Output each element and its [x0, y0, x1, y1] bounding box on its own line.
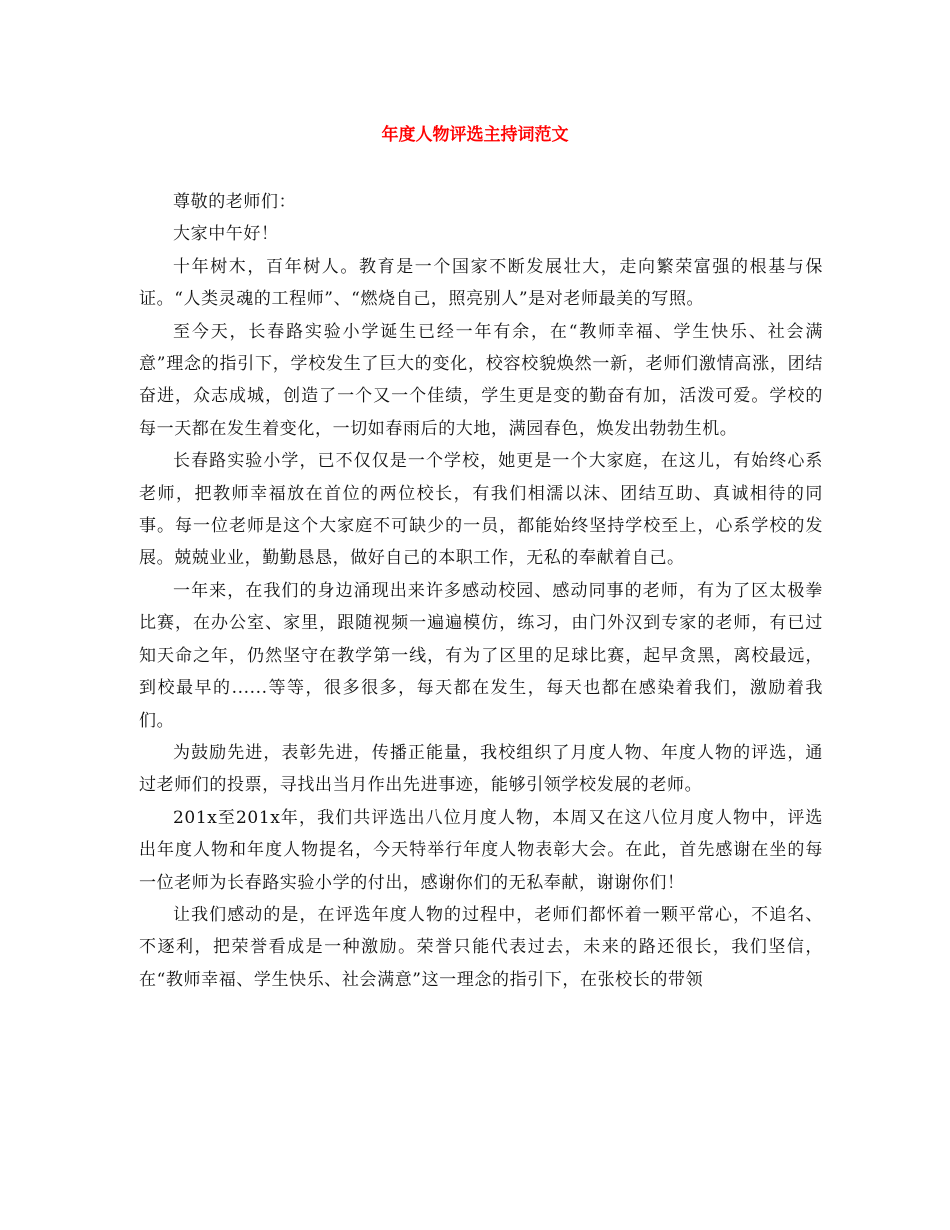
paragraph: 201x至201x年，我们共评选出八位月度人物，本周又在这八位月度人物中，评选出年度人物和年度人物提名，今天特举行年度人物表彰大会。在此，首先感谢在坐的每一位老师为长春路实验小学的付出，感谢你们的无私奉献，谢谢你们！ — [139, 807, 823, 893]
paragraph: 为鼓励先进，表彰先进，传播正能量，我校组织了月度人物、年度人物的评选，通过老师们的投票，寻找出当月作出先进事迹，能够引领学校发展的老师。 — [139, 742, 823, 796]
paragraph: 让我们感动的是，在评选年度人物的过程中，老师们都怀着一颗平常心，不追名、不逐利，把荣誉看成是一种激励。荣誉只能代表过去，未来的路还很长，我们坚信，在“教师幸福、学生快乐、社会满意”这一理念的指引下，在张校长的带领 — [139, 904, 823, 990]
salutation: 尊敬的老师们： — [173, 192, 297, 212]
paragraph: 至今天，长春路实验小学诞生已经一年有余，在“教师幸福、学生快乐、社会满意”理念的指引下，学校发生了巨大的变化，校容校貌焕然一新，老师们激情高涨，团结奋进，众志成城，创造了一个又一个佳绩，学生更是变的勤奋有加，活泼可爱。学校的每一天都在发生着变化，一切如春雨后的大地，满园春色，焕发出勃勃生机。 — [139, 321, 823, 439]
document-body — [139, 186, 823, 996]
document-title: 年度人物评选主持词范文 — [381, 125, 569, 145]
greeting: 大家中午好！ — [173, 224, 279, 245]
paragraph: 十年树木，百年树人。教育是一个国家不断发展壮大，走向繁荣富强的根基与保证。“人类灵魂的工程师”、“燃烧自己，照亮别人”是对老师最美的写照。 — [139, 256, 823, 310]
paragraph: 一年来，在我们的身边涌现出来许多感动校园、感动同事的老师，有为了区太极拳比赛，在办公室、家里，跟随视频一遍遍模仿，练习，由门外汉到专家的老师，有已过知天命之年，仍然坚守在教学第一线，有为了区里的足球比赛，起早贪黑，离校最远，到校最早的......等等，很多很多，每天都在发生，每天也都在感染着我们，激励着我们。 — [139, 580, 823, 731]
paragraph: 长春路实验小学，已不仅仅是一个学校，她更是一个大家庭，在这儿，有始终心系老师，把教师幸福放在首位的两位校长，有我们相濡以沫、团结互助、真诚相待的同事。每一位老师是这个大家庭不可缺少的一员，都能始终坚持学校至上，心系学校的发展。兢兢业业，勤勤恳恳，做好自己的本职工作，无私的奉献着自己。 — [139, 451, 823, 569]
